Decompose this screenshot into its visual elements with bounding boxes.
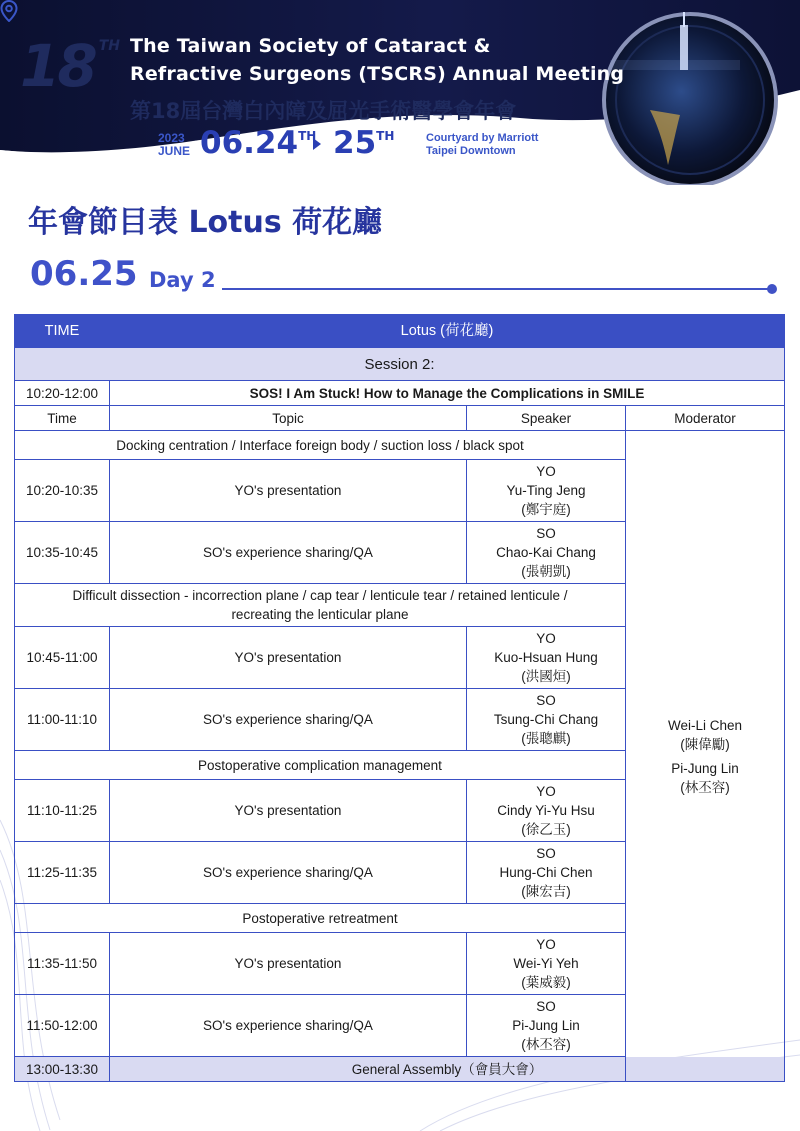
banner-background xyxy=(0,0,800,185)
row-topic: SO's experience sharing/QA xyxy=(110,689,467,751)
row-topic: YO's presentation xyxy=(110,780,467,842)
header-banner xyxy=(0,0,800,185)
meeting-year-month: 2023 JUNE xyxy=(158,131,191,158)
row-time: 10:45-11:00 xyxy=(15,627,110,689)
day-label: Day 2 xyxy=(149,268,216,292)
date-arrow-icon xyxy=(313,138,321,150)
column-header-row xyxy=(15,406,785,431)
header-room: Lotus (荷花廳) xyxy=(110,315,785,348)
session-label: Session 2: xyxy=(15,348,785,381)
table-header-row xyxy=(15,315,785,348)
session-row xyxy=(15,348,785,381)
topic-time: 10:20-12:00 xyxy=(15,381,110,406)
society-title-zh: 第18屆台灣白內障及屈光手術醫學會年會 xyxy=(130,99,517,123)
col-moderator: Moderator xyxy=(626,406,785,431)
row-speaker: SO Tsung-Chi Chang (張聰麒) xyxy=(467,689,626,751)
moderator-cell xyxy=(626,431,785,1082)
row-speaker: SO Hung-Chi Chen (陳宏吉) xyxy=(467,842,626,904)
meeting-venue: Courtyard by Marriott Taipei Downtown xyxy=(426,132,539,157)
row-topic: SO's experience sharing/QA xyxy=(110,522,467,584)
moderator-name: Pi-Jung Lin xyxy=(671,760,739,776)
row-speaker: YO Cindy Yi-Yu Hsu (徐乙玉) xyxy=(467,780,626,842)
society-title-line2: Refractive Surgeons (TSCRS) Annual Meeting xyxy=(130,63,625,85)
row-time: 11:10-11:25 xyxy=(15,780,110,842)
moderator-name-zh: (林丕容) xyxy=(680,779,730,795)
day-date: 06.25 xyxy=(30,254,138,294)
col-time: Time xyxy=(15,406,110,431)
subtopic-title: Postoperative complication management xyxy=(15,751,626,780)
subtopic-title: Postoperative retreatment xyxy=(15,904,626,933)
footer-time: 13:00-13:30 xyxy=(15,1057,110,1082)
row-speaker: YO Kuo-Hsuan Hung (洪國烜) xyxy=(467,627,626,689)
row-speaker: YO Yu-Ting Jeng (鄭宇庭) xyxy=(467,460,626,522)
meeting-date-start: 06.24TH xyxy=(200,125,317,161)
header-time: TIME xyxy=(15,315,110,348)
day-divider-dot xyxy=(767,284,777,294)
topic-title: SOS! I Am Stuck! How to Manage the Complications in SMILE xyxy=(110,381,785,406)
row-time: 11:25-11:35 xyxy=(15,842,110,904)
footer-event: General Assembly（會員大會） xyxy=(110,1057,785,1082)
location-pin-icon xyxy=(0,0,18,22)
col-speaker: Speaker xyxy=(467,406,626,431)
row-topic: YO's presentation xyxy=(110,460,467,522)
topic-title-row xyxy=(15,381,785,406)
row-time: 11:35-11:50 xyxy=(15,933,110,995)
edition-number: 18 $^{TH}$ xyxy=(20,32,120,100)
subtopic-title: Difficult dissection - incorrection plane / cap tear / lenticule tear / retained lenticule / recreating the lenticular plane xyxy=(15,584,626,627)
meeting-date-end: 25TH xyxy=(333,125,395,161)
row-topic: YO's presentation xyxy=(110,933,467,995)
row-speaker: SO Chao-Kai Chang (張朝凱) xyxy=(467,522,626,584)
program-table xyxy=(14,314,785,1082)
page-title: 年會節目表 Lotus 荷花廳 xyxy=(28,205,383,240)
row-time: 11:50-12:00 xyxy=(15,995,110,1057)
row-time: 10:35-10:45 xyxy=(15,522,110,584)
row-time: 11:00-11:10 xyxy=(15,689,110,751)
row-topic: SO's experience sharing/QA xyxy=(110,842,467,904)
society-title-line1: The Taiwan Society of Cataract & xyxy=(130,35,491,57)
row-time: 10:20-10:35 xyxy=(15,460,110,522)
row-topic: YO's presentation xyxy=(110,627,467,689)
row-topic: SO's experience sharing/QA xyxy=(110,995,467,1057)
subtopic-row xyxy=(15,431,785,460)
subtopic-title: Docking centration / Interface foreign body / suction loss / black spot xyxy=(15,431,626,460)
moderator-name: Wei-Li Chen xyxy=(667,717,743,733)
moderator-name-zh: (陳偉勵) xyxy=(680,736,730,752)
footer-row xyxy=(15,1057,785,1082)
row-speaker: YO Wei-Yi Yeh (葉威毅) xyxy=(467,933,626,995)
col-topic: Topic xyxy=(110,406,467,431)
row-speaker: SO Pi-Jung Lin (林丕容) xyxy=(467,995,626,1057)
day-divider xyxy=(222,288,770,290)
